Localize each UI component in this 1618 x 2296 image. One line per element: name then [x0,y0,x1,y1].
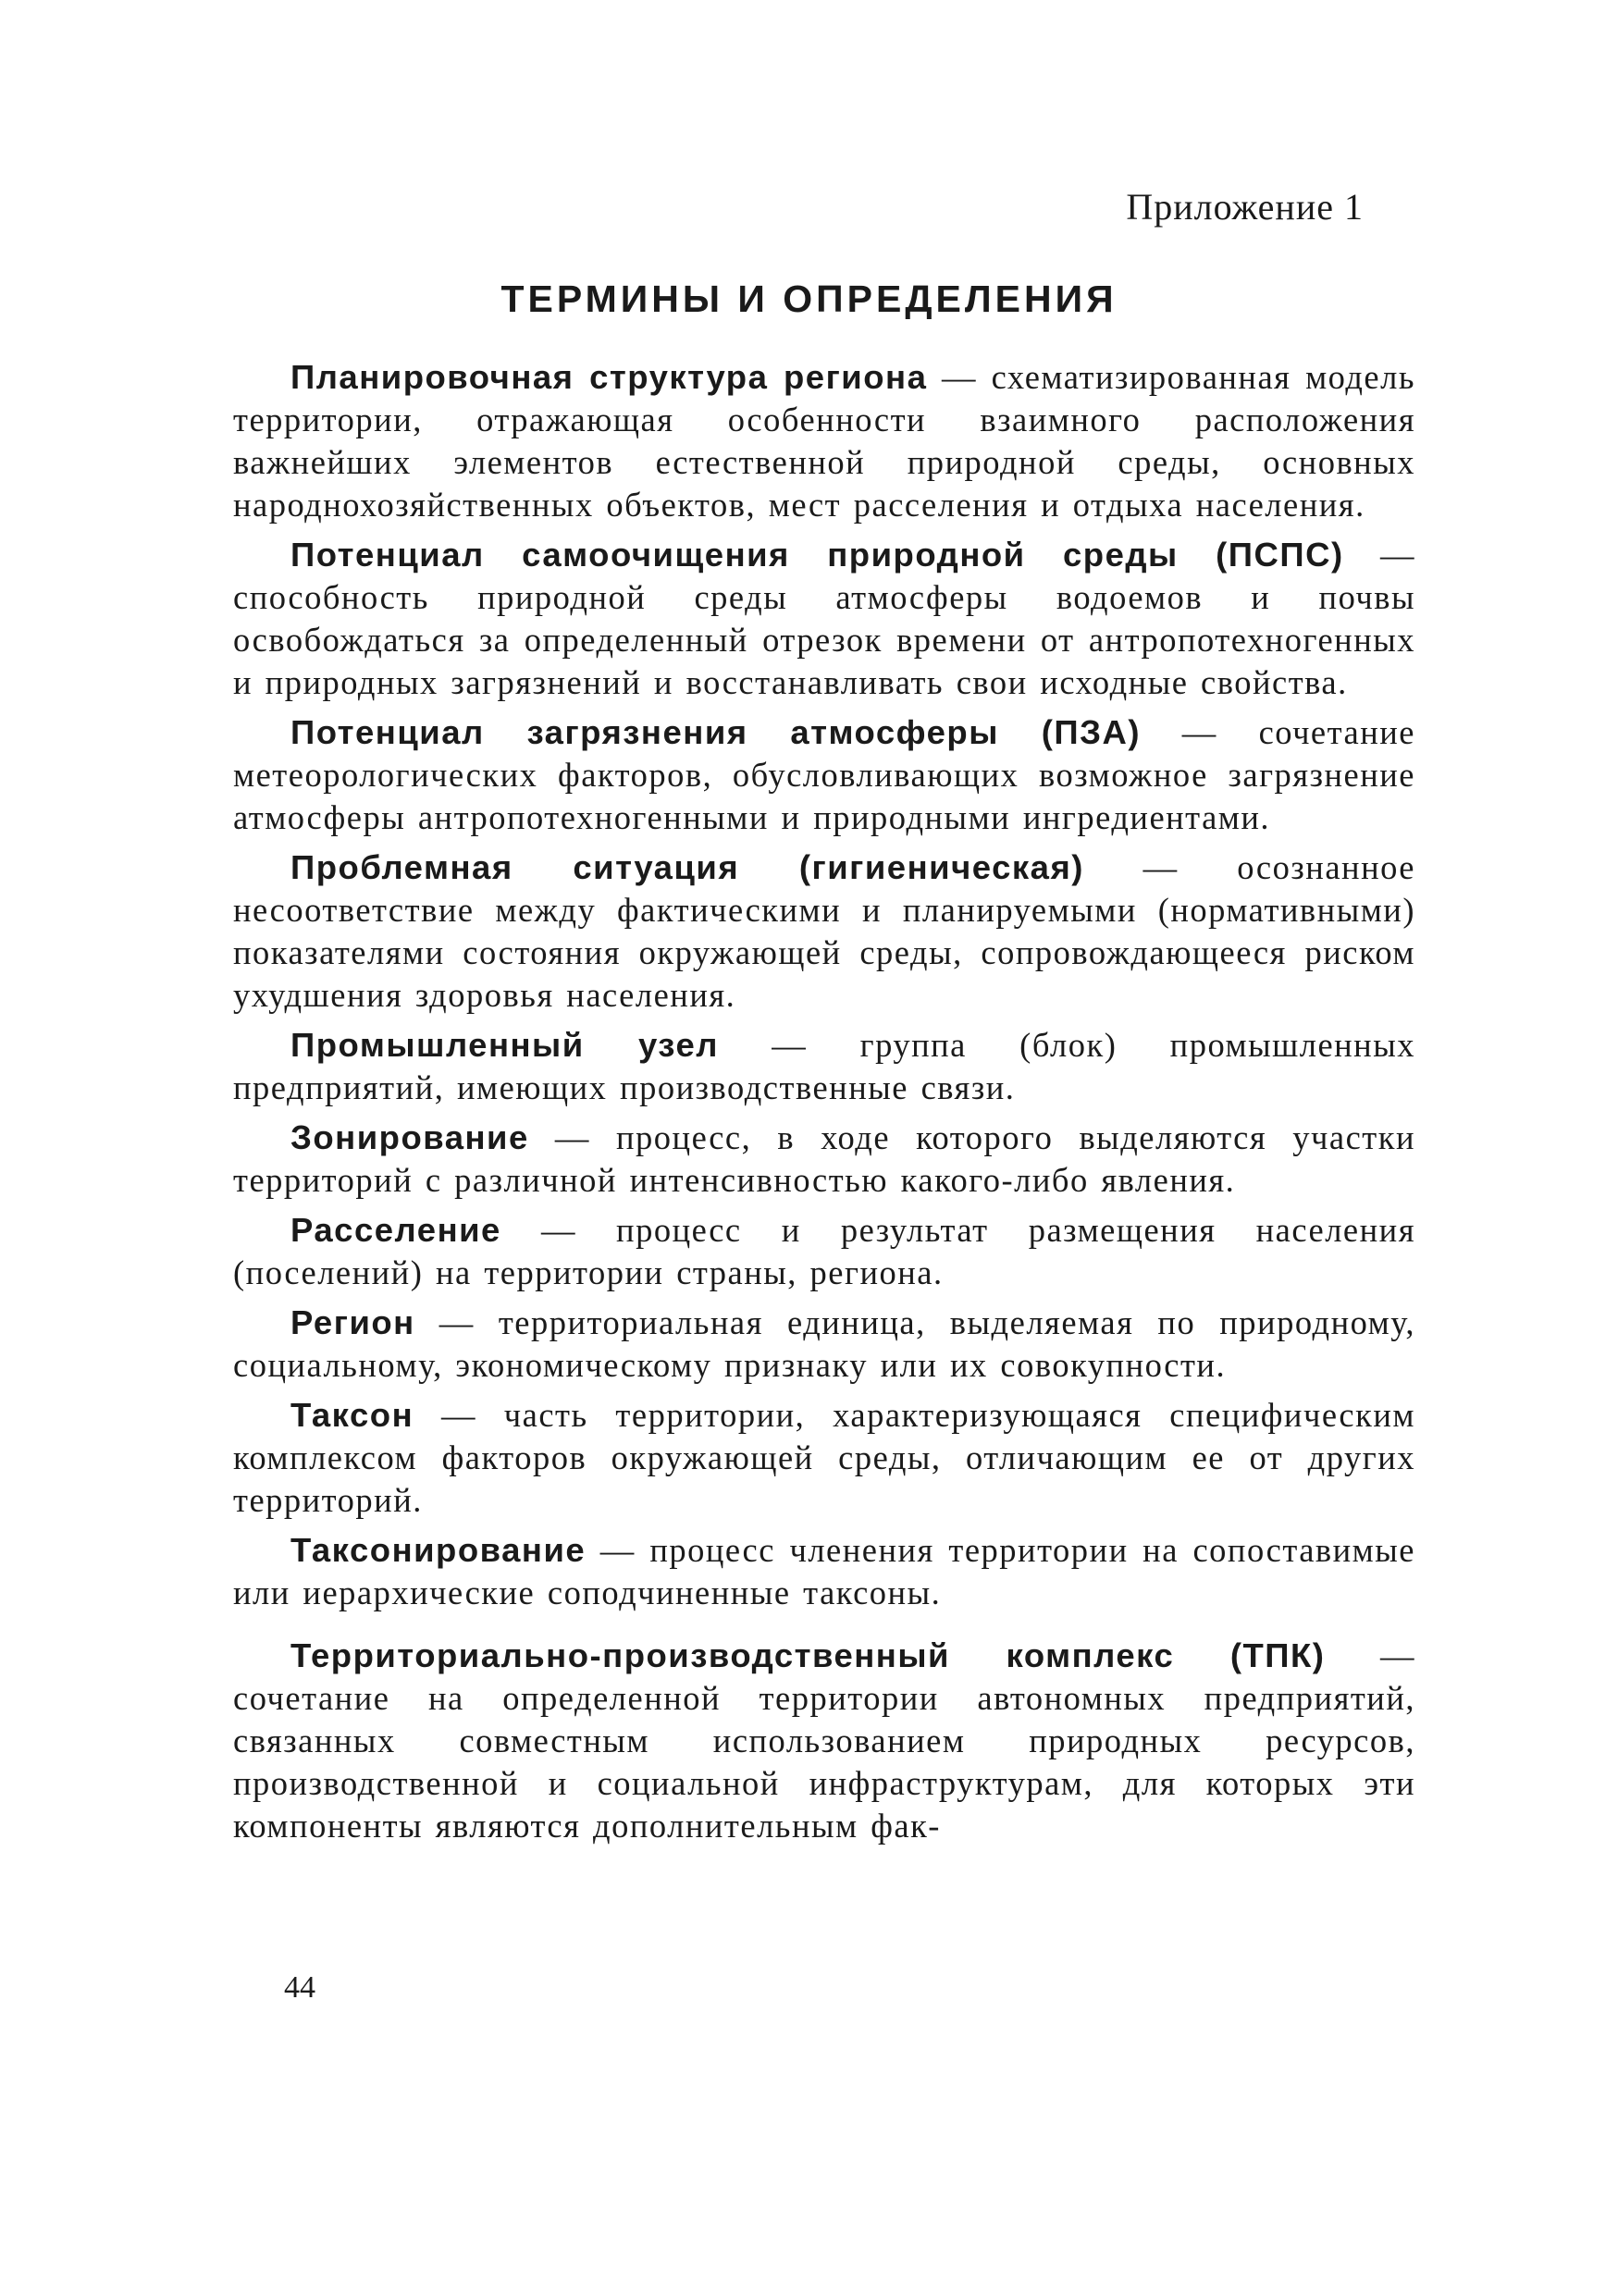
glossary-entry [233,1024,1415,1109]
glossary-body [233,356,1415,1855]
glossary-entry [233,1117,1415,1202]
glossary-definition: — часть территории, характеризующаяся специфическим комплексом факторов окружающей среды, отличающим ее от других территорий. [233,1396,1415,1519]
glossary-entry [233,1635,1415,1847]
glossary-term: Зонирование [290,1118,529,1156]
glossary-definition: — осознанное несоответствие между фактическими и планируемыми (нормативными) показателями состояния окружающей среды, сопровождающееся риском ухудшения здоровья населения. [233,848,1415,1014]
glossary-definition: — схематизированная модель территории, отражающая особенности взаимного расположения важнейших элементов естественной природной среды, основных народнохозяйственных объектов, мест расселения и отдыха населения. [233,358,1415,524]
glossary-definition: — сочетание метеорологических факторов, обусловливающих возможное загрязнение атмосферы антропотехногенными и природными ингредиентами. [233,713,1415,836]
glossary-term: Таксон [290,1396,414,1434]
glossary-term: Промышленный узел [290,1026,719,1064]
glossary-term: Потенциал загрязнения атмосферы (ПЗА) [290,713,1141,751]
glossary-entry [233,711,1415,839]
glossary-term: Регион [290,1303,415,1341]
glossary-definition: — сочетание на определенной территории автономных предприятий, связанных совместным использованием природных ресурсов, производственной и социальной инфраструктурам, для которых эти компоненты являются дополнительным фак- [233,1636,1415,1845]
glossary-term: Проблемная ситуация (гигиеническая) [290,848,1084,886]
page-title: ТЕРМИНЫ И ОПРЕДЕЛЕНИЯ [500,278,1118,320]
glossary-definition: — территориальная единица, выделяемая по природному, социальному, экономическому признаку или их совокупности. [233,1303,1415,1384]
glossary-term: Таксонирование [290,1531,587,1569]
appendix-label: Приложение 1 [1126,186,1364,228]
glossary-term: Расселение [290,1211,501,1249]
glossary-term: Территориально-производственный комплекс (ТПК) [290,1636,1326,1674]
glossary-term: Планировочная структура региона [290,358,928,396]
glossary-definition: — способность природной среды атмосферы водоемов и почвы освобождаться за определенный отрезок времени от антропотехногенных и природных загрязнений и восстанавливать свои исходные свойства. [233,536,1416,701]
glossary-term: Потенциал самоочищения природной среды (ПСПС) [290,536,1344,574]
glossary-definition: — процесс членения территории на сопоставимые или иерархические соподчиненные таксоны. [233,1531,1415,1611]
glossary-entry [233,1394,1415,1522]
glossary-definition: — процесс, в ходе которого выделяются участки территорий с различной интенсивностью какого-либо явления. [233,1118,1415,1199]
glossary-definition: — группа (блок) промышленных предприятий, имеющих производственные связи. [233,1026,1415,1106]
glossary-entry [233,1209,1415,1294]
page-number: 44 [284,1970,315,2005]
glossary-definition: — процесс и результат размещения населения (поселений) на территории страны, региона. [233,1211,1415,1291]
glossary-entry [233,1529,1415,1614]
glossary-entry [233,534,1415,704]
glossary-entry [233,356,1415,526]
glossary-entry [233,846,1415,1017]
glossary-entry [233,1302,1415,1387]
